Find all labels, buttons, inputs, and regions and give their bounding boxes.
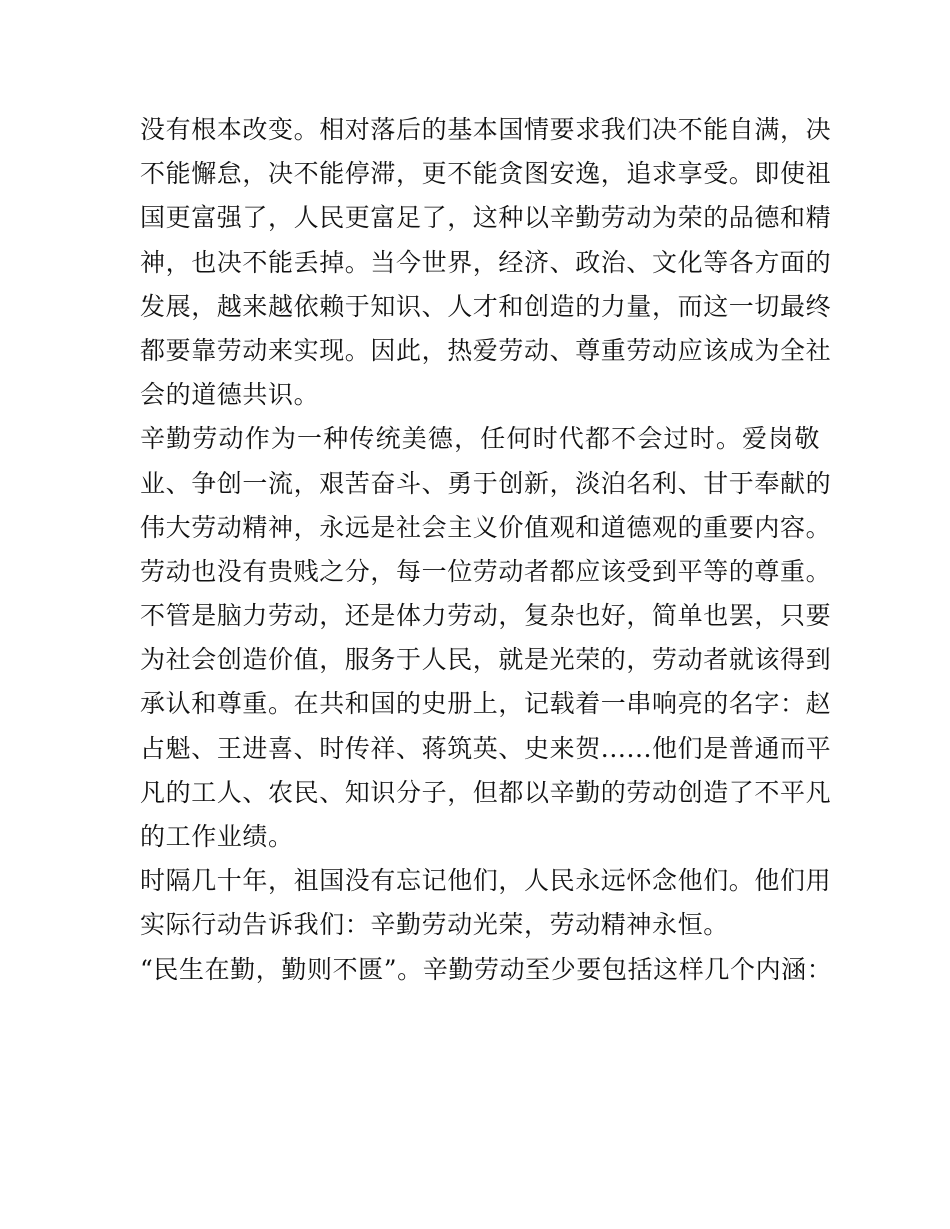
text-line: 时隔几十年，祖国没有忘记他们，人民永远怀念他们。他们用 xyxy=(140,866,832,896)
text-line: 不管是脑力劳动，还是体力劳动，复杂也好，简单也罢，只要 xyxy=(140,601,832,631)
text-line: 国更富强了，人民更富足了，这种以辛勤劳动为荣的品德和精 xyxy=(140,203,832,233)
text-line: 凡的工人、农民、知识分子，但都以辛勤的劳动创造了不平凡 xyxy=(140,777,832,807)
text-line: 辛勤劳动作为一种传统美德，任何时代都不会过时。爱岗敬 xyxy=(140,424,820,454)
text-line: 发展，越来越依赖于知识、人才和创造的力量，而这一切最终 xyxy=(140,291,832,321)
text-line: 没有根本改变。相对落后的基本国情要求我们决不能自满，决 xyxy=(140,115,832,144)
text-line: 实际行动告诉我们：辛勤劳动光荣，劳动精神永恒。 xyxy=(140,910,729,940)
text-line: 都要靠劳动来实现。因此，热爱劳动、尊重劳动应该成为全社 xyxy=(140,335,832,365)
text-line: 承认和尊重。在共和国的史册上，记载着一串响亮的名字：赵 xyxy=(140,689,832,719)
text-line: 伟大劳动精神，永远是社会主义价值观和道德观的重要内容。 xyxy=(140,512,832,542)
text-line: 会的道德共识。 xyxy=(140,380,320,410)
text-line: 不能懈怠，决不能停滞，更不能贪图安逸，追求享受。即使祖 xyxy=(140,159,832,189)
text-line: 占魁、王进喜、时传祥、蒋筑英、史来贺......他们是普通而平 xyxy=(140,733,832,763)
text-line: “民生在勤，勤则不匮”。辛勤劳动至少要包括这样几个内涵： xyxy=(140,954,833,984)
text-line: 为社会创造价值，服务于人民，就是光荣的，劳动者就该得到 xyxy=(140,645,832,675)
text-line: 神，也决不能丢掉。当今世界，经济、政治、文化等各方面的 xyxy=(140,247,832,277)
document-body-text xyxy=(140,108,833,992)
text-line: 业、争创一流，艰苦奋斗、勇于创新，淡泊名利、甘于奉献的 xyxy=(140,468,832,498)
text-line: 的工作业绩。 xyxy=(140,822,294,851)
text-line: 劳动也没有贵贱之分，每一位劳动者都应该受到平等的尊重。 xyxy=(140,556,832,586)
